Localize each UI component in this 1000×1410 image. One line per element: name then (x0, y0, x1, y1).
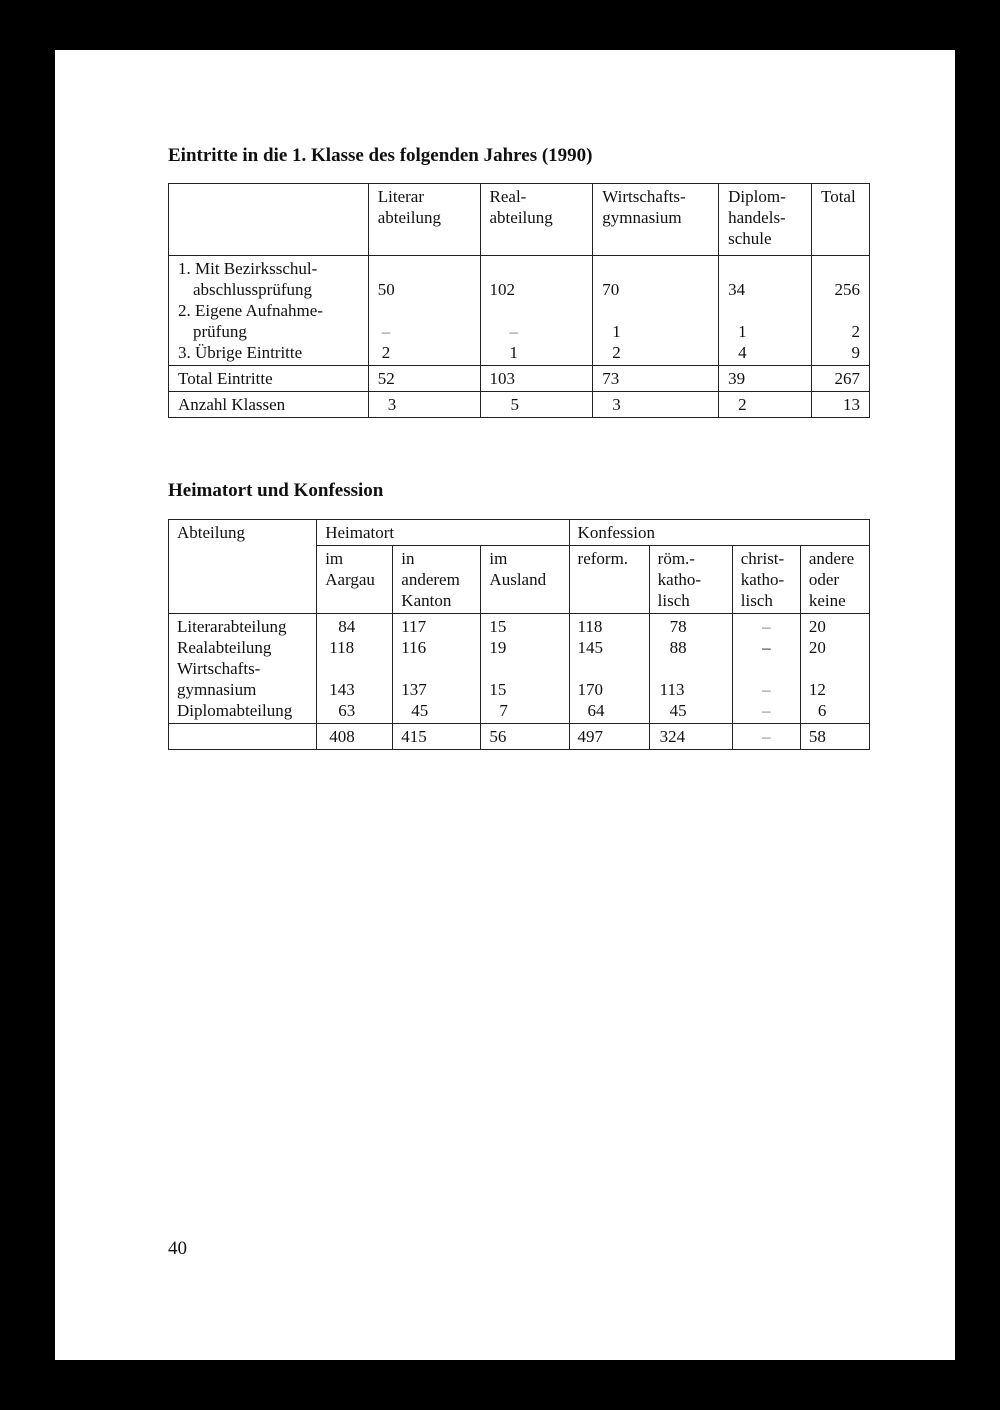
entries-klassen-value: 3 (368, 392, 480, 418)
entries-header-literar: Literar abteilung (368, 184, 480, 256)
subheader-reform: reform. (569, 546, 649, 614)
heimatort-header: Heimatort (317, 520, 569, 546)
group-header-row (169, 520, 870, 546)
entries-header-row (169, 184, 870, 256)
col-roem-kath: 78 88 113 45 (649, 614, 732, 724)
data-block-row (169, 614, 870, 724)
entries-klassen-value: 2 (719, 392, 812, 418)
col-reform: 118 145 170 64 (569, 614, 649, 724)
entries-total-value: 39 (719, 366, 812, 392)
konfession-header: Konfession (569, 520, 869, 546)
document-page (55, 50, 955, 1360)
entries-total-value: 52 (368, 366, 480, 392)
totals-value: 408 (317, 724, 393, 750)
subheader-christ-kath: christ- katho- lisch (732, 546, 800, 614)
entries-total-value: 103 (480, 366, 593, 392)
abteilung-labels: Literarabteilung Realabteilung Wirtschafts- gymnasium Diplomabteilung (169, 614, 317, 724)
subheader-aargau: im Aargau (317, 546, 393, 614)
entries-header-diplom: Diplom- handels- schule (719, 184, 812, 256)
entries-header-real: Real- abteilung (480, 184, 593, 256)
entries-klassen-label: Anzahl Klassen (169, 392, 369, 418)
entries-klassen-value: 13 (812, 392, 870, 418)
entries-col-diplom: 34 1 4 (719, 256, 812, 366)
entries-klassen-value: 5 (480, 392, 593, 418)
page-number: 40 (168, 1238, 187, 1259)
entries-body-row (169, 256, 870, 366)
col-christ-kath: – – – – (732, 614, 800, 724)
subheader-andere: andere oder keine (800, 546, 869, 614)
entries-header-wirtschaft: Wirtschafts- gymnasium (593, 184, 719, 256)
section1-title: Eintritte in die 1. Klasse des folgenden Jahres (1990) (168, 145, 593, 166)
entries-klassen-row (169, 392, 870, 418)
entries-col-total: 256 2 9 (812, 256, 870, 366)
abteilung-header: Abteilung (169, 520, 317, 614)
entries-total-row (169, 366, 870, 392)
col-aargau: 84 118 143 63 (317, 614, 393, 724)
totals-row (169, 724, 870, 750)
entries-header-total: Total (812, 184, 870, 256)
totals-label-empty (169, 724, 317, 750)
subheader-ausland: im Ausland (481, 546, 569, 614)
entries-col-literar: 50 – 2 (368, 256, 480, 366)
totals-value: 324 (649, 724, 732, 750)
section2-title: Heimatort und Konfession (168, 480, 384, 501)
col-anderer-kanton: 117 116 137 45 (393, 614, 481, 724)
entries-row-labels: 1. Mit Bezirksschul- abschlussprüfung 2. Eigene Aufnahme- prüfung 3. Übrige Eintritte (169, 256, 369, 366)
col-andere: 20 20 12 6 (800, 614, 869, 724)
totals-value: 497 (569, 724, 649, 750)
heimat-konfession-table (168, 519, 870, 750)
entries-klassen-value: 3 (593, 392, 719, 418)
totals-value: – (732, 724, 800, 750)
entries-col-real: 102 – 1 (480, 256, 593, 366)
totals-value: 58 (800, 724, 869, 750)
entries-col-wirtschaft: 70 1 2 (593, 256, 719, 366)
entries-header-empty (169, 184, 369, 256)
entries-total-value: 267 (812, 366, 870, 392)
entries-total-value: 73 (593, 366, 719, 392)
totals-value: 56 (481, 724, 569, 750)
totals-value: 415 (393, 724, 481, 750)
entries-table (168, 183, 870, 418)
subheader-roem-kath: röm.- katho- lisch (649, 546, 732, 614)
entries-total-label: Total Eintritte (169, 366, 369, 392)
col-ausland: 15 19 15 7 (481, 614, 569, 724)
subheader-anderer-kanton: in anderem Kanton (393, 546, 481, 614)
